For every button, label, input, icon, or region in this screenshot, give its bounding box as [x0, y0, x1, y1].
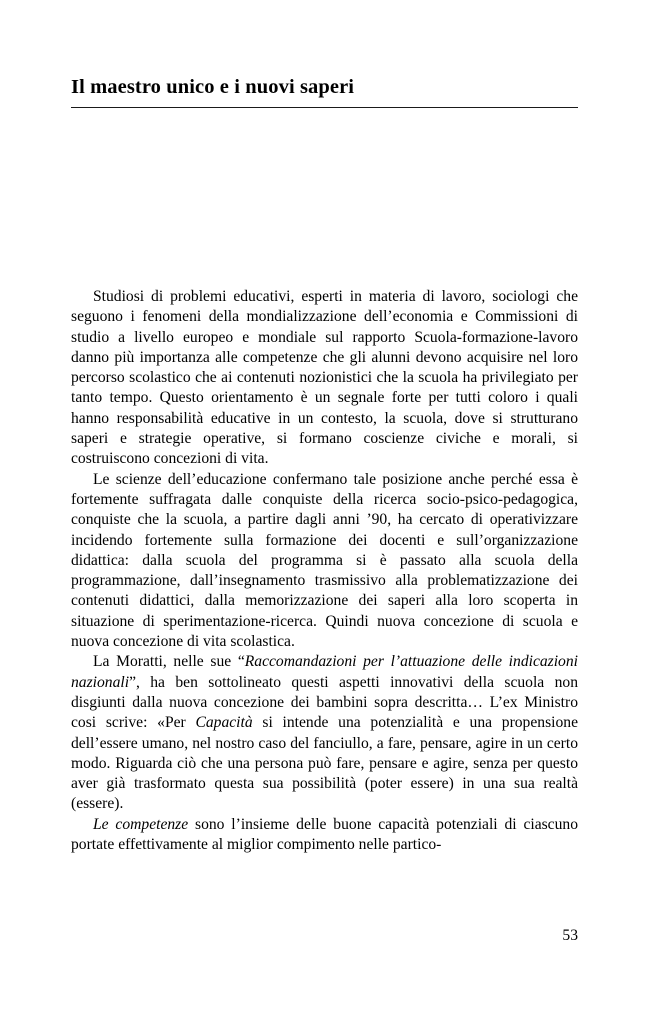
chapter-header	[71, 76, 578, 108]
paragraph	[71, 815, 578, 856]
italic-run: Capacità	[195, 714, 253, 732]
page-number: 53	[562, 927, 578, 944]
title-divider	[71, 107, 578, 109]
paragraph	[71, 287, 578, 470]
text-run: La Moratti, nelle sue “	[93, 653, 245, 671]
page-title: Il maestro unico e i nuovi saperi	[71, 76, 355, 98]
text-run: si intende una potenzialità e una propensione dell’essere umano, nel nostro caso del fanciullo, a fare, pensare, agire in un certo modo. Riguarda ciò che una persona può fare, pensare e agire, senza per questo aver già trasformato questa sua possibilità (poter essere) in una sua realtà (essere).	[71, 714, 578, 813]
paragraph	[71, 652, 578, 814]
text-run: Le scienze dell’educazione confermano tale posizione anche perché essa è fortemente suffragata dalle conquiste della ricerca socio-psico-pedagogica, conquiste che la scuola, a partire dagli anni ’90, ha cercato di operativizzare incidendo fortemente sulla formazione dei docenti e sull’organizzazione didattica: dalla scuola del programma si è passato alla scuola della programmazione, dall’insegnamento trasmissivo alla problematizzazione dei contenuti didattici, dalla memorizzazione dei saperi alla loro scoperta in situazione di sperimentazione-ricerca. Quindi nuova concezione di scuola e nuova concezione di vita scolastica.	[71, 470, 578, 651]
italic-run: Le competenze	[93, 815, 189, 833]
body-text	[71, 287, 578, 855]
italic-run: Raccomandazioni per l’attuazione delle indicazioni nazionali	[71, 653, 578, 691]
text-run: sono l’insieme delle buone capacità potenziali di ciascuno portate effettivamente al miglior compimento nelle partico-	[71, 815, 578, 854]
text-run: ”, ha ben sottolineato questi aspetti innovativi della scuola non disgiunti dalla nuova concezione dei bambini sopra descritta… L’ex Ministro cosi scrive: «Per	[71, 673, 578, 732]
text-run: Studiosi di problemi educativi, esperti in materia di lavoro, sociologi che seguono i fenomeni della mondializzazione dell’economia e Commissioni di studio a livello europeo e mondiale sul rapporto Scuola-formazione-lavoro danno più importanza alle competenze che gli alunni devono acquisire nel loro percorso scolastico che ai contenuti nozionistici che la scuola ha privilegiato per tanto tempo. Questo orientamento è un segnale forte per tutti coloro i quali hanno responsabilità educative in un contesto, la scuola, dove si strutturano saperi e strategie operative, si formano coscienze civiche e morali, si costruiscono concezioni di vita.	[71, 288, 578, 468]
paragraph	[71, 470, 578, 653]
